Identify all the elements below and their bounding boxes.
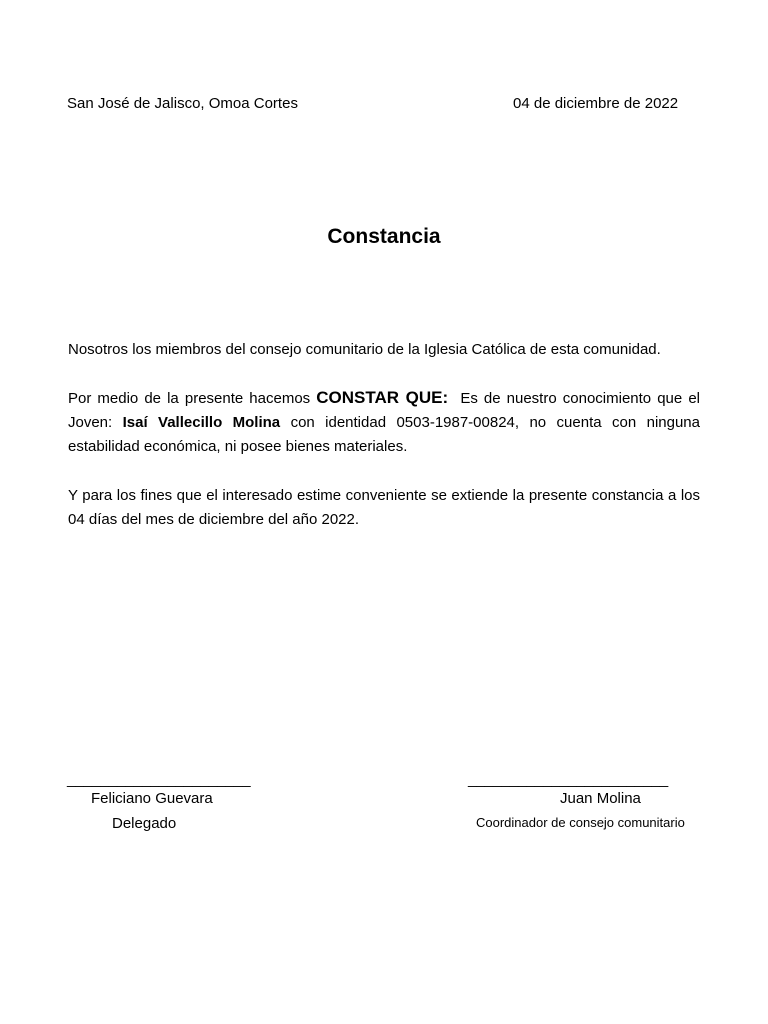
signer-name-left: Feliciano Guevara: [91, 790, 213, 807]
signer-role-left: Delegado: [112, 815, 177, 832]
declaration-rest: con identidad 0503-1987-00824, no cuenta con ninguna estabilidad económica, ni posee bienes materiales.: [68, 414, 700, 455]
signer-name-right: Juan Molina: [560, 790, 641, 807]
declaration-intro: Por medio de la presente hacemos: [68, 390, 317, 407]
paragraph-closing: Y para los fines que el interesado estime conveniente se extiende la presente constancia a los 04 días del mes de diciembre del año 2022.: [68, 487, 700, 528]
document-title: Constancia: [327, 225, 441, 248]
header-date: 04 de diciembre de 2022: [513, 95, 679, 112]
paragraph-declaration: [68, 386, 705, 459]
paragraph-intro: Nosotros los miembros del consejo comunitario de la Iglesia Católica de esta comunidad.: [68, 341, 661, 358]
person-name: Isaí Vallecillo Molina: [122, 414, 281, 431]
header-place: San José de Jalisco, Omoa Cortes: [67, 95, 298, 112]
declaration-after-emphasis: Es de nuestro conocimiento que el Joven:: [68, 390, 705, 431]
signer-role-right: Coordinador de consejo comunitario: [476, 815, 685, 830]
signature-line-left: ______________________: [67, 771, 251, 788]
constar-que-emphasis: CONSTAR QUE:: [316, 388, 449, 407]
signature-line-right: ________________________: [468, 771, 669, 788]
